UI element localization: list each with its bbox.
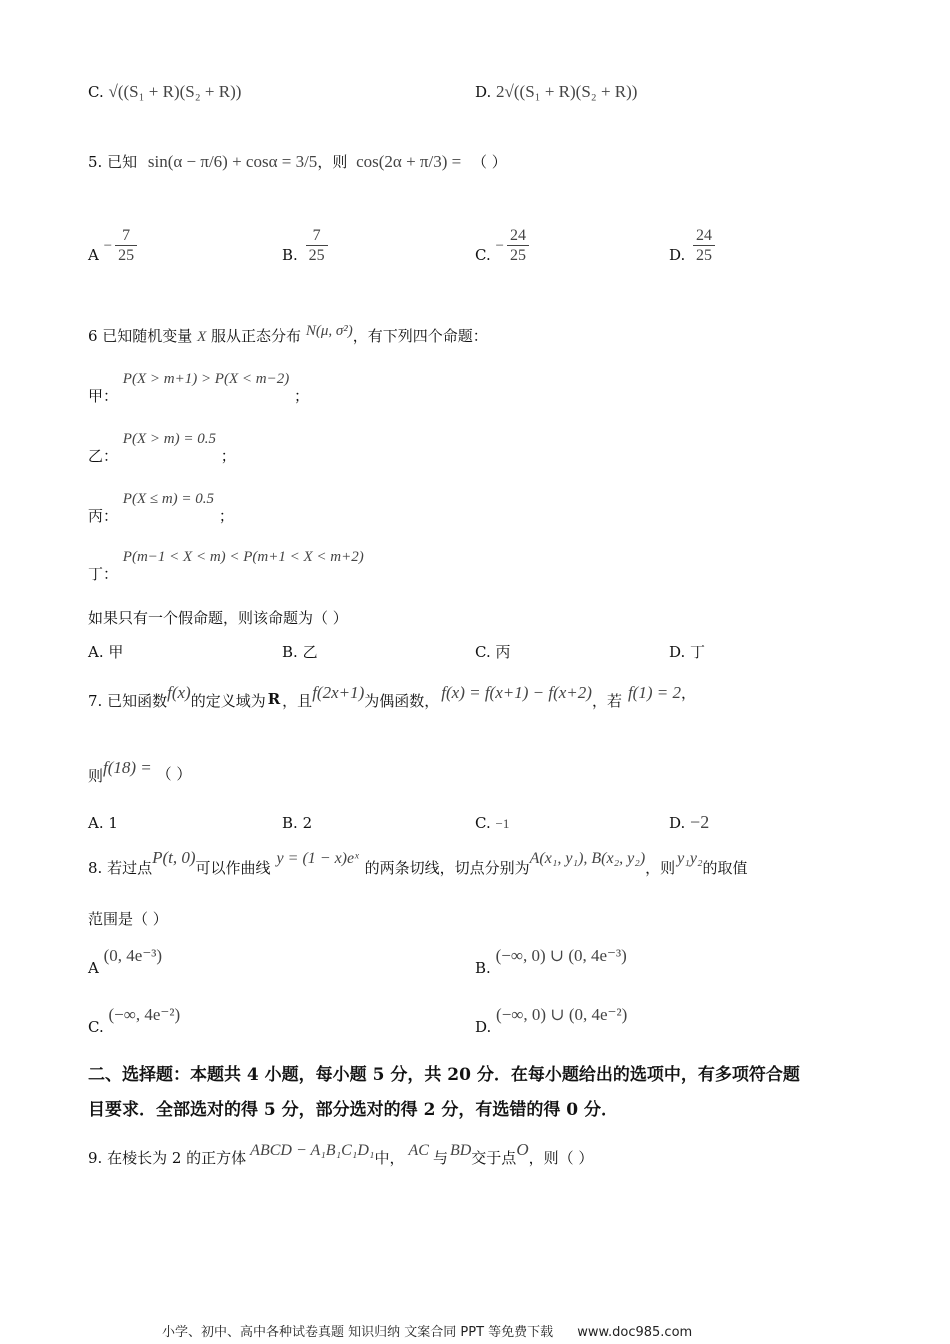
prop-end: ； bbox=[293, 387, 309, 405]
section2-heading-line2: 目要求．全部选对的得 5 分，部分选对的得 2 分，有选错的得 0 分． bbox=[88, 1100, 618, 1120]
option-label: B. bbox=[475, 959, 491, 977]
q9-cube: ABCD − A₁B₁C₁D₁ bbox=[250, 1142, 375, 1159]
q5-stem bbox=[88, 152, 507, 172]
option-label: D. bbox=[669, 814, 686, 832]
option-text: 丁 bbox=[690, 643, 706, 661]
q5-option-b bbox=[282, 226, 331, 266]
footer-text: 小学、初中、高中各种试卷真题 知识归纳 文案合同 PPT 等免费下载 bbox=[162, 1325, 554, 1340]
q7-text-c: ，且 bbox=[282, 692, 313, 710]
q8-tangent-points: A(x₁, y₁), B(x₂, y₂) bbox=[529, 850, 646, 867]
q7-ask-line bbox=[88, 758, 191, 785]
option-label: C. bbox=[88, 1018, 104, 1036]
option-text: 2 bbox=[302, 814, 313, 832]
q4-option-d bbox=[475, 82, 637, 102]
q7-text-a: 7. 已知函数 bbox=[88, 692, 168, 710]
q8-text-d: ，则 bbox=[645, 859, 676, 877]
denominator: 25 bbox=[509, 247, 526, 265]
option-fraction bbox=[693, 226, 715, 266]
numerator: 24 bbox=[507, 226, 529, 246]
option-expr: (−∞, 4e⁻²) bbox=[108, 1005, 181, 1024]
q4-option-c-expr: √((S₁ + R)(S₂ + R)) bbox=[108, 82, 242, 101]
q7-condition: f(1) = 2 bbox=[627, 683, 681, 702]
prop-name: 乙： bbox=[88, 447, 119, 465]
q8-text-e: 的取值 bbox=[702, 859, 748, 877]
q6-prop-yi bbox=[88, 430, 236, 465]
q8-option-d bbox=[475, 1005, 627, 1036]
q6-prop-jia bbox=[88, 370, 309, 405]
prop-expr: P(m−1 < X < m) < P(m+1 < X < m+2) bbox=[122, 549, 364, 565]
q7-fx: f(x) bbox=[167, 683, 191, 702]
q9-text-c: 与 bbox=[432, 1149, 448, 1167]
option-fraction bbox=[115, 226, 137, 266]
option-label: A. bbox=[88, 814, 104, 832]
q7-f2x1: f(2x+1) bbox=[312, 683, 365, 702]
footer-link[interactable]: www.doc985.com bbox=[577, 1325, 693, 1340]
option-expr: (0, 4e⁻³) bbox=[103, 946, 163, 965]
q5-mid: ，则 bbox=[317, 153, 348, 171]
q6-text-c: ，有下列四个命题： bbox=[352, 327, 488, 345]
q7-real-set: R bbox=[267, 690, 281, 708]
option-label: D. bbox=[475, 1018, 492, 1036]
option-label: B. bbox=[282, 643, 298, 661]
q7-option-c bbox=[475, 814, 509, 832]
option-label: A bbox=[88, 959, 99, 977]
q8-text-c: 的两条切线，切点分别为 bbox=[364, 859, 530, 877]
q9-text-b: 中， bbox=[374, 1149, 405, 1167]
prop-name: 丁： bbox=[88, 565, 119, 583]
q8-text-b: 可以作曲线 bbox=[195, 859, 271, 877]
q8-option-a bbox=[88, 946, 162, 977]
option-fraction bbox=[306, 226, 328, 266]
q8-product: y₁y₂ bbox=[677, 850, 703, 867]
q7-blank: （ ） bbox=[156, 765, 192, 783]
q9-text-d: 交于点 bbox=[471, 1149, 517, 1167]
option-label: C. bbox=[475, 246, 491, 265]
q6-text-b: 服从正态分布 bbox=[211, 327, 302, 345]
footer bbox=[162, 1325, 692, 1341]
option-text: −1 bbox=[495, 816, 510, 831]
q9-ac: AC bbox=[408, 1142, 429, 1159]
option-label: A. bbox=[88, 643, 104, 661]
prop-name: 甲： bbox=[88, 387, 119, 405]
option-label: C. bbox=[475, 643, 491, 661]
option-expr: (−∞, 0) ∪ (0, 4e⁻³) bbox=[495, 946, 627, 965]
q8-option-b bbox=[475, 946, 627, 977]
q9-text-a: 9. 在棱长为 2 的正方体 bbox=[88, 1149, 247, 1167]
q9-text-e: ，则（ ） bbox=[528, 1149, 594, 1167]
q7-relation: f(x) = f(x+1) − f(x+2) bbox=[441, 683, 592, 702]
option-expr: (−∞, 0) ∪ (0, 4e⁻²) bbox=[496, 1005, 628, 1024]
q7-ask: f(18) = bbox=[103, 758, 152, 777]
numerator: 7 bbox=[115, 226, 137, 246]
q6-option-c bbox=[475, 643, 511, 661]
q8-option-c bbox=[88, 1005, 180, 1036]
q6-distribution: N(μ, σ²) bbox=[305, 323, 353, 339]
q7-then: 则 bbox=[88, 767, 104, 785]
option-label: D. bbox=[669, 246, 686, 265]
option-label: A bbox=[88, 246, 99, 265]
numerator: 24 bbox=[693, 226, 715, 246]
q7-option-b bbox=[282, 814, 312, 832]
q7-option-a bbox=[88, 814, 118, 832]
option-text: −2 bbox=[690, 812, 710, 832]
q7-text-e: ，若 bbox=[591, 692, 622, 710]
q5-option-c bbox=[475, 226, 532, 266]
q6-variable: X bbox=[197, 329, 207, 345]
q6-question: 如果只有一个假命题，则该命题为（ ） bbox=[88, 609, 348, 627]
q8-curve: y = (1 − x)eˣ bbox=[276, 850, 359, 867]
option-text: 甲 bbox=[108, 643, 124, 661]
q4-option-d-expr: 2√((S₁ + R)(S₂ + R)) bbox=[496, 82, 638, 101]
q6-prop-bing bbox=[88, 490, 234, 525]
section2-heading-line1: 二、选择题：本题共 4 小题，每小题 5 分，共 20 分．在每小题给出的选项中，有多项符合题 bbox=[88, 1065, 800, 1085]
q5-blank: （ ） bbox=[472, 153, 507, 171]
denominator: 25 bbox=[308, 247, 325, 265]
prop-end: ； bbox=[218, 507, 234, 525]
q9-bd: BD bbox=[449, 1142, 472, 1159]
q8-text-a: 8. 若过点 bbox=[88, 859, 153, 877]
q5-prefix: 5. 已知 bbox=[88, 153, 138, 171]
prop-end: ； bbox=[220, 447, 236, 465]
option-label: C. bbox=[88, 83, 104, 101]
numerator: 7 bbox=[306, 226, 328, 246]
option-sign: − bbox=[495, 238, 504, 255]
q7-stem bbox=[88, 683, 696, 710]
q8-stem bbox=[88, 848, 748, 877]
prop-expr: P(X > m+1) > P(X < m−2) bbox=[122, 371, 290, 387]
q8-line2: 范围是（ ） bbox=[88, 910, 168, 928]
option-text: 乙 bbox=[302, 643, 318, 661]
q5-option-a bbox=[88, 226, 140, 266]
q7-text-d: 为偶函数， bbox=[364, 692, 440, 710]
q6-option-a bbox=[88, 643, 123, 661]
prop-expr: P(X > m) = 0.5 bbox=[122, 431, 216, 447]
q4-option-c bbox=[88, 82, 241, 102]
q6-prop-ding bbox=[88, 548, 364, 583]
q5-ask: cos(2α + π/3) = bbox=[356, 152, 462, 171]
option-label: C. bbox=[475, 814, 491, 832]
q9-stem bbox=[88, 1140, 593, 1167]
option-fraction bbox=[507, 226, 529, 266]
q7-option-d bbox=[669, 812, 709, 834]
q7-text-b: 的定义域为 bbox=[190, 692, 266, 710]
q6-option-d bbox=[669, 643, 705, 661]
option-label: B. bbox=[282, 814, 298, 832]
q6-text-a: 6 已知随机变量 bbox=[88, 327, 193, 345]
prop-expr: P(X ≤ m) = 0.5 bbox=[122, 491, 215, 507]
option-label: B. bbox=[282, 246, 298, 265]
option-text: 1 bbox=[108, 814, 118, 832]
q5-option-d bbox=[669, 226, 718, 266]
denominator: 25 bbox=[118, 247, 135, 265]
q6-stem bbox=[88, 322, 488, 346]
q6-option-b bbox=[282, 643, 318, 661]
prop-name: 丙： bbox=[88, 507, 119, 525]
q7-text-f: ， bbox=[680, 684, 696, 702]
q9-point-o: O bbox=[516, 1140, 529, 1159]
option-text: 丙 bbox=[495, 643, 511, 661]
q8-point: P(t, 0) bbox=[152, 848, 196, 867]
option-label: D. bbox=[475, 83, 492, 101]
denominator: 25 bbox=[696, 247, 713, 265]
q5-given: sin(α − π/6) + cosα = 3/5 bbox=[147, 152, 318, 171]
option-sign: − bbox=[103, 238, 113, 255]
option-label: D. bbox=[669, 643, 686, 661]
